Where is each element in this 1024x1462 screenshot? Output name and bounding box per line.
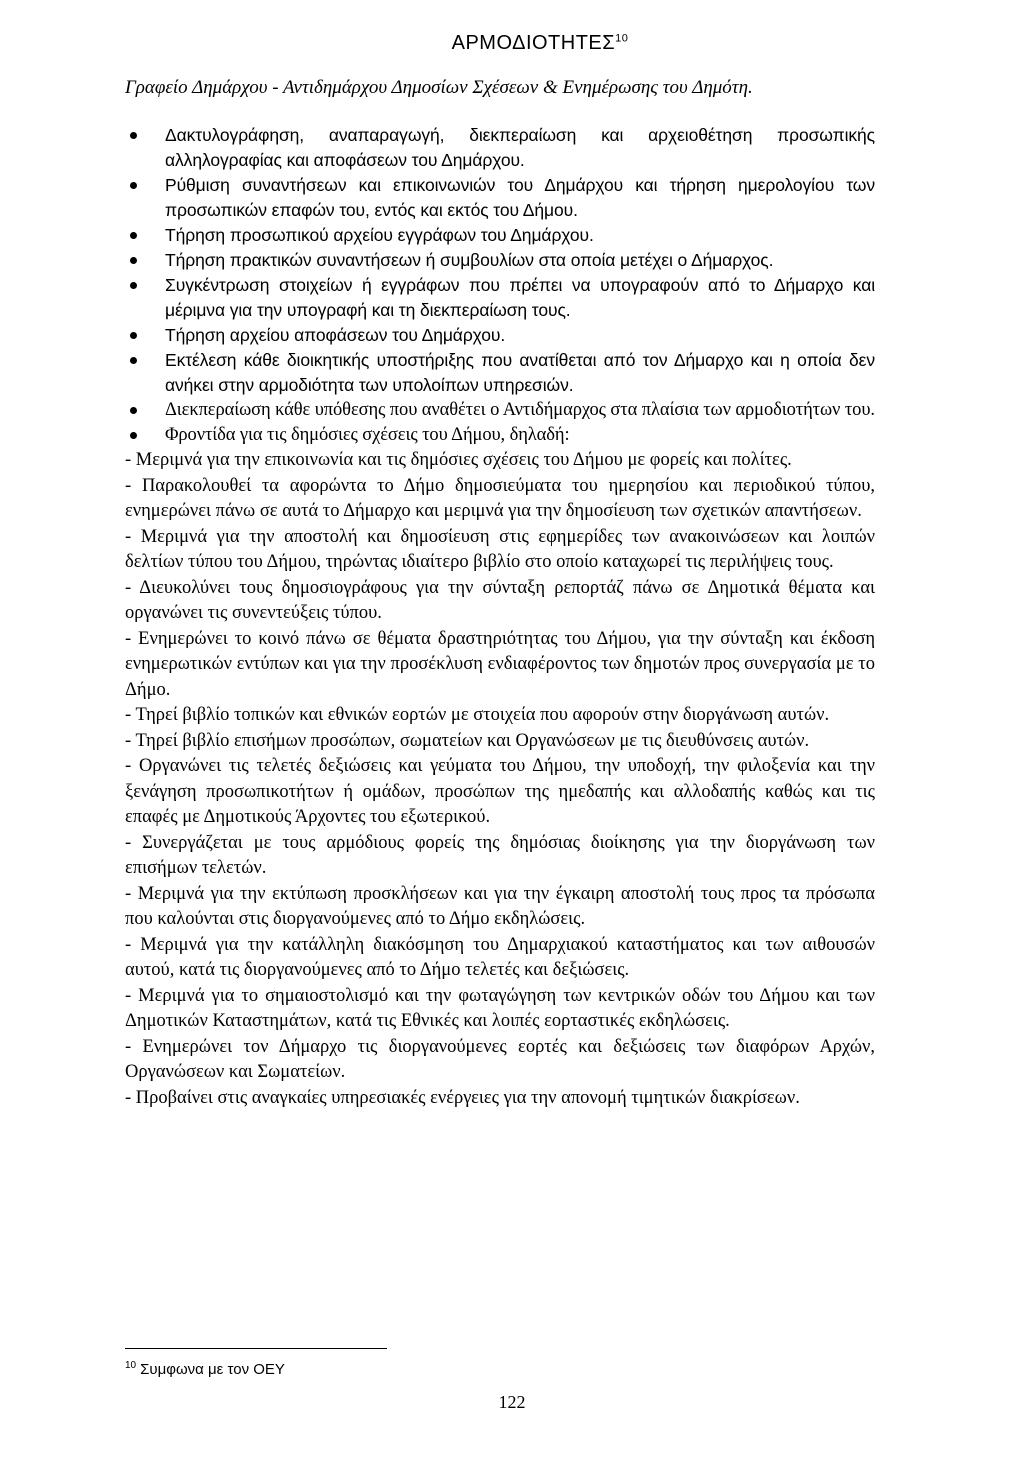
bullet-item: Διεκπεραίωση κάθε υπόθεσης που αναθέτει ο Αντιδήμαρχος στα πλαίσια των αρμοδιοτήτων του.: [125, 398, 875, 423]
bullet-item: Ρύθμιση συναντήσεων και επικοινωνιών του Δημάρχου και τήρηση ημερολογίου των προσωπικών επαφών του, εντός και εκτός του Δήμου.: [125, 173, 875, 223]
dash-item: - Τηρεί βιβλίο τοπικών και εθνικών εορτών με στοιχεία που αφορούν στην διοργάνωση αυτών.: [125, 705, 830, 725]
footnote-divider: [125, 1348, 387, 1349]
dash-item: - Τηρεί βιβλίο επισήμων προσώπων, σωματείων και Οργανώσεων με τις διευθύνσεις αυτών.: [125, 730, 810, 751]
dash-item: - Διευκολύνει τους δημοσιογράφους για την σύνταξη ρεπορτάζ πάνω σε Δημοτικά θέματα και οργανώνει τις συνεντεύξεις τύπου.: [125, 577, 875, 623]
section-subtitle: Γραφείο Δημάρχου - Αντιδημάρχου Δημοσίων Σχέσεων & Ενημέρωσης του Δημότη.: [125, 77, 753, 98]
title-footnote-marker: 10: [615, 32, 629, 45]
bullet-item: Δακτυλογράφηση, αναπαραγωγή, διεκπεραίωση και αρχειοθέτηση προσωπικής αλληλογραφίας και αποφάσεων του Δημάρχου.: [125, 123, 875, 173]
footnote-marker: 10: [125, 1360, 137, 1371]
footnote-text: Συμφωνα με τον ΟΕΥ: [140, 1361, 285, 1378]
dash-item: - Μεριμνά για την αποστολή και δημοσίευση στις εφημερίδες των ανακοινώσεων και λοιπών δελτίων τύπου του Δήμου, τηρώντας ιδιαίτερο βιβλίο στο οποίο καταχωρεί τις περιλήψεις τους.: [125, 526, 875, 572]
bullet-item: Τήρηση πρακτικών συναντήσεων ή συμβουλίων στα οποία μετέχει ο Δήμαρχος.: [125, 248, 875, 273]
dash-item: - Ενημερώνει τον Δήμαρχο τις διοργανούμενες εορτές και δεξιώσεις των διαφόρων Αρχών, Οργανώσεων και Σωματείων.: [125, 1036, 875, 1082]
dash-item: - Ενημερώνει το κοινό πάνω σε θέματα δραστηριότητας του Δήμου, για την σύνταξη και έκδοση ενημερωτικών εντύπων και για την προσέκλυση ενδιαφέροντος των δημοτών προς συνεργασία με το Δήμο.: [125, 628, 875, 700]
footnote: [125, 1360, 285, 1378]
dash-item: - Προβαίνει στις αναγκαίες υπηρεσιακές ενέργειες για την απονομή τιμητικών διακρίσεων.: [125, 1087, 800, 1108]
dash-item: - Συνεργάζεται με τους αρμόδιους φορείς της δημόσιας διοίκησης για την διοργάνωση των επισήμων τελετών.: [125, 832, 875, 878]
bullet-item: Φροντίδα για τις δημόσιες σχέσεις του Δήμου, δηλαδή:: [125, 423, 875, 448]
page-number: 122: [498, 1392, 526, 1412]
bullet-item: Εκτέλεση κάθε διοικητικής υποστήριξης που ανατίθεται από τον Δήμαρχο και η οποία δεν ανήκει στην αρμοδιότητα των υπολοίπων υπηρεσιών.: [125, 348, 875, 398]
dash-item: - Οργανώνει τις τελετές δεξιώσεις και γεύματα του Δήμου, την υποδοχή, την φιλοξενία και την ξενάγηση προσωπικοτήτων ή ομάδων, προσώπων της ημεδαπής και αλλοδαπής καθώς και τις επαφές με Δημοτικούς Άρχοντες του εξωτερικού.: [125, 756, 875, 827]
document-page: [125, 32, 875, 1111]
dash-list: [125, 448, 875, 1111]
bullet-item: Συγκέντρωση στοιχείων ή εγγράφων που πρέπει να υπογραφούν από το Δήμαρχο και μέριμνα για την υπογραφή και τη διεκπεραίωση τους.: [125, 273, 875, 323]
page-title-text: ΑΡΜΟΔΙΟΤΗΤΕΣ: [451, 32, 616, 54]
dash-item: - Μεριμνά για την εκτύπωση προσκλήσεων και για την έγκαιρη αποστολή τους προς τα πρόσωπα που καλούνται στις διοργανούμενες από το Δήμο εκδηλώσεις.: [125, 883, 875, 929]
dash-item: - Μεριμνά για την κατάλληλη διακόσμηση του Δημαρχιακού καταστήματος και των αιθουσών αυτού, κατά τις διοργανούμενες από το Δήμο τελετές και δεξιώσεις.: [125, 934, 875, 980]
dash-item: - Παρακολουθεί τα αφορώντα το Δήμο δημοσιεύματα του ημερησίου και περιοδικού τύπου, ενημερώνει πάνω σε αυτά το Δήμαρχο και μεριμνά για την δημοσίευση των σχετικών απαντήσεων.: [125, 475, 875, 521]
dash-item: - Μεριμνά για την επικοινωνία και τις δημόσιες σχέσεις του Δήμου με φορείς και πολίτες.: [125, 450, 792, 470]
bullet-item: Τήρηση αρχείου αποφάσεων του Δημάρχου.: [125, 323, 875, 348]
page-title: [205, 32, 875, 55]
dash-item: - Μεριμνά για το σημαιοστολισμό και την φωταγώγηση των κεντρικών οδών του Δήμου και των Δημοτικών Καταστημάτων, κατά τις Εθνικές και λοιπές εορταστικές εκδηλώσεις.: [125, 985, 875, 1031]
bullet-item: Τήρηση προσωπικού αρχείου εγγράφων του Δημάρχου.: [125, 223, 875, 248]
bullet-list: [125, 123, 875, 448]
